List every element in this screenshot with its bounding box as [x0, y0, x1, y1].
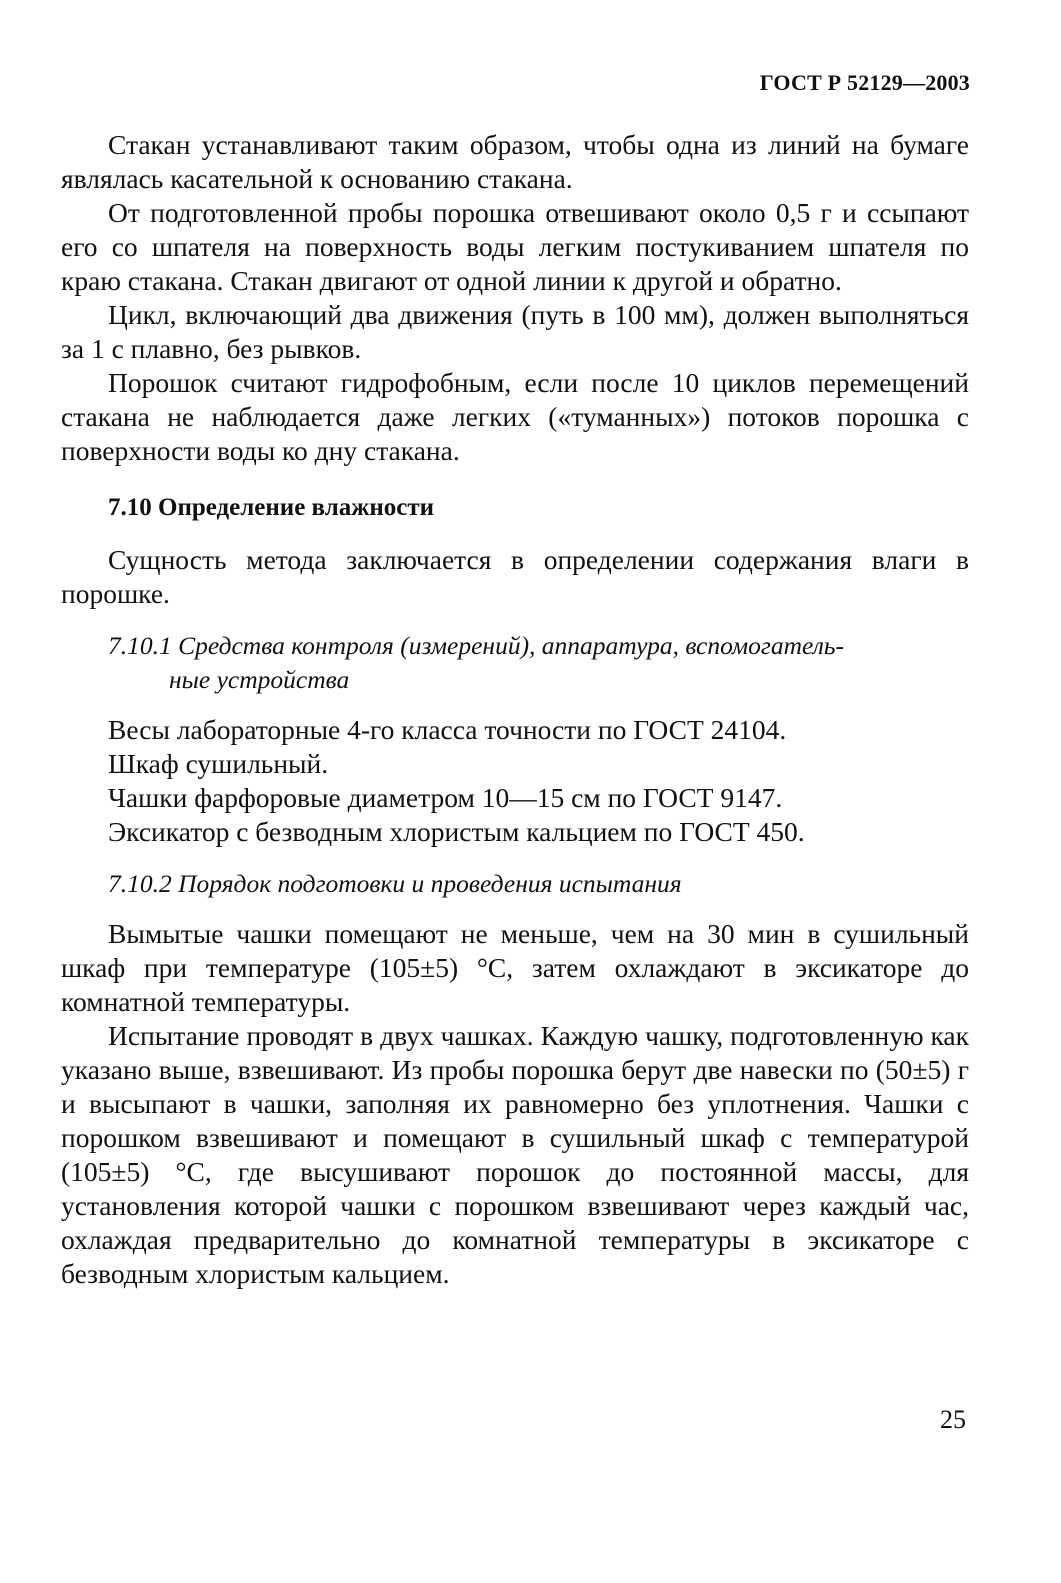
paragraph: Порошок считают гидрофобным, если после 10 циклов перемещений стакана не наблюдается даже легких («туманных») потоков порошка с поверхности воды ко дну стакана. — [61, 367, 969, 466]
subsection-heading-line: ные устройства — [169, 665, 350, 694]
list-item: Весы лабораторные 4-го класса точности по ГОСТ 24104. — [108, 714, 787, 745]
paragraph: Цикл, включающий два движения (путь в 100 мм), должен выполняться за 1 с плавно, без рывков. — [61, 299, 969, 364]
list-item: Эксикатор с безводным хлористым кальцием по ГОСТ 450. — [108, 816, 805, 847]
subsection-heading: 7.10.2 Порядок подготовки и проведения испытания — [108, 869, 682, 898]
section-heading: 7.10 Определение влажности — [108, 494, 435, 521]
list-item: Чашки фарфоровые диаметром 10—15 см по ГОСТ 9147. — [108, 782, 783, 813]
page-content — [61, 128, 969, 1291]
equipment-list — [61, 713, 969, 849]
page-number: 25 — [940, 1405, 966, 1434]
subsection-heading — [61, 629, 969, 697]
document-header: ГОСТ Р 52129—2003 — [759, 70, 970, 95]
paragraph: Сущность метода заключается в определении содержания влаги в порошке. — [61, 544, 969, 609]
paragraph: От подготовленной пробы порошка отвешивают около 0,5 г и ссыпают его со шпателя на поверхность воды легким постукиванием шпателя по краю стакана. Стакан двигают от одной линии к другой и обратно. — [61, 197, 969, 296]
paragraph: Вымытые чашки помещают не меньше, чем на 30 мин в сушильный шкаф при температуре (105±5) °С, затем охлаждают в эксикаторе до комнатной температуры. — [61, 918, 969, 1017]
paragraph: Испытание проводят в двух чашках. Каждую чашку, подготовленную как указано выше, взвешивают. Из пробы порошка берут две навески по (50±5) г и высыпают в чашки, заполняя их равномерно без уплотнения. Чашки с порошком взвешивают и помещают в сушильный шкаф с температурой (105±5) °С, где высушивают порошок до постоянной массы, для установления которой чашки с порошком взвешивают через каждый час, охлаждая предварительно до комнатной температуры в эксикаторе с безводным хлористым кальцием. — [61, 1020, 969, 1289]
paragraph: Стакан устанавливают таким образом, чтобы одна из линий на бумаге являлась касательной к основанию стакана. — [61, 129, 969, 194]
subsection-heading-line: 7.10.1 Средства контроля (измерений), аппаратура, вспомогатель- — [108, 631, 844, 660]
list-item: Шкаф сушильный. — [108, 748, 329, 779]
